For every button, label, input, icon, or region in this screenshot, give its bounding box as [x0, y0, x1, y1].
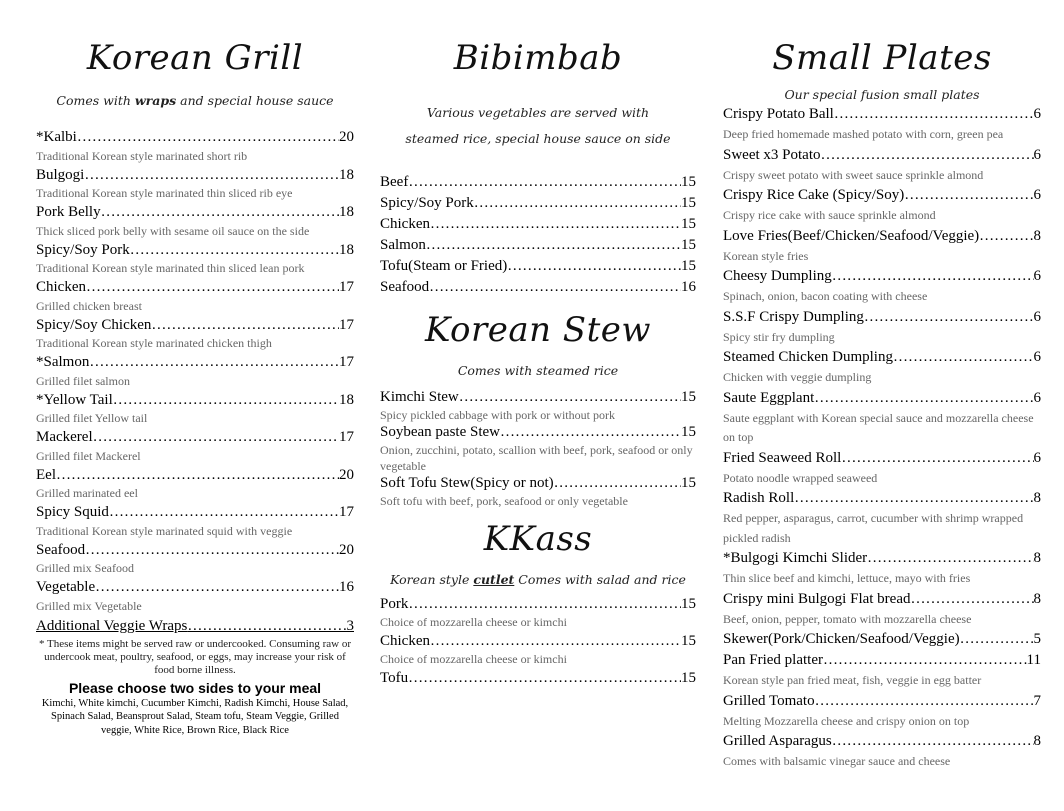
- dot-leader: [408, 595, 681, 613]
- item-name: Pork Belly: [36, 204, 101, 220]
- menu-item: [380, 193, 696, 214]
- item-name: Tofu: [380, 670, 409, 686]
- item-price: 16: [681, 279, 696, 295]
- item-name: Bulgogi: [36, 166, 85, 183]
- item-price: 18: [339, 391, 354, 408]
- item-description: Red pepper, asparagus, carrot, cucumber with shrimp wrapped pickled radish: [723, 511, 1024, 545]
- dot-leader: [507, 256, 681, 277]
- item-price: 17: [339, 316, 354, 333]
- dot-leader: [864, 307, 1034, 328]
- item-price: 18: [339, 241, 354, 258]
- dot-leader: [426, 235, 681, 256]
- item-description: Spinach, onion, bacon coating with cheese: [723, 289, 928, 303]
- item-name: *Bulgogi Kimchi Slider: [723, 550, 868, 566]
- menu-item: [723, 226, 1041, 247]
- menu-item: [723, 388, 1041, 409]
- korean-stew-list: [380, 388, 696, 509]
- dot-leader: [911, 589, 1034, 610]
- item-name: Vegetable: [36, 579, 96, 595]
- dot-leader: [823, 650, 1027, 671]
- dot-leader: [979, 226, 1033, 247]
- bibimbab-subtitle: [380, 100, 696, 152]
- item-name: Radish Roll: [723, 490, 795, 506]
- item-name: Spicy/Soy Pork: [380, 195, 474, 211]
- item-description: Grilled marinated eel: [36, 486, 138, 500]
- menu-item: [36, 241, 354, 260]
- dot-leader: [960, 629, 1034, 650]
- menu-item: [36, 316, 354, 335]
- menu-item: [723, 650, 1041, 671]
- menu-item: [380, 669, 696, 687]
- menu-item: [380, 595, 696, 613]
- item-price: 8: [1033, 550, 1041, 566]
- item-description: Choice of mozzarella cheese or kimchi: [380, 615, 567, 629]
- item-name: Beef: [380, 174, 409, 190]
- menu-item: [380, 235, 696, 256]
- menu-item: [36, 278, 354, 297]
- dot-leader: [187, 617, 346, 635]
- item-description: Crispy sweet potato with sweet sauce sprinkle almond: [723, 167, 984, 182]
- item-price: 18: [339, 166, 354, 183]
- item-name: Crispy mini Bulgogi Flat bread: [723, 590, 911, 607]
- item-price: 15: [681, 237, 696, 253]
- item-description: Chicken with veggie dumpling: [723, 370, 872, 384]
- item-price: 15: [681, 216, 696, 232]
- item-price: 17: [339, 504, 354, 520]
- item-name: Love Fries(Beef/Chicken/Seafood/Veggie): [723, 227, 980, 244]
- item-name: Crispy Rice Cake (Spicy/Soy): [723, 187, 905, 203]
- item-description: Thin slice beef and kimchi, lettuce, mayo with fries: [723, 571, 971, 585]
- dot-leader: [459, 388, 681, 407]
- item-description: Traditional Korean style marinated thin sliced lean pork: [36, 261, 305, 275]
- menu-item: [380, 388, 696, 407]
- item-description: Choice of mozzarella cheese or kimchi: [380, 652, 567, 666]
- dot-leader: [130, 241, 339, 260]
- menu-item: [723, 731, 1041, 752]
- dot-leader: [893, 347, 1034, 368]
- item-price: 20: [339, 541, 354, 558]
- item-price: 6: [1033, 449, 1041, 466]
- kkass-list: [380, 595, 696, 687]
- dot-leader: [86, 278, 339, 297]
- item-name: Chicken: [380, 633, 430, 649]
- item-name: Soybean paste Stew: [380, 424, 500, 440]
- item-price: 15: [681, 424, 696, 440]
- item-price: 7: [1033, 692, 1041, 709]
- subtitle-line: steamed rice, special house sauce on side: [405, 131, 671, 146]
- menu-item: [723, 629, 1041, 650]
- item-name: Mackerel: [36, 429, 93, 445]
- menu-item: [723, 145, 1041, 166]
- item-price: 8: [1033, 227, 1041, 244]
- dot-leader: [815, 691, 1034, 712]
- subtitle-bold: wraps: [134, 93, 177, 108]
- menu-item: [723, 448, 1041, 469]
- item-price: 6: [1033, 106, 1041, 122]
- item-price: 15: [681, 596, 696, 612]
- item-name: Spicy Squid: [36, 504, 109, 520]
- item-name: Grilled Asparagus: [723, 733, 832, 749]
- item-description: Grilled filet Yellow tail: [36, 411, 148, 425]
- item-description: Potato noodle wrapped seaweed: [723, 470, 878, 485]
- menu-item: [380, 474, 696, 493]
- middle-column: [380, 0, 696, 687]
- dot-leader: [794, 488, 1033, 509]
- menu-item: [36, 391, 354, 410]
- item-description: Thick sliced pork belly with sesame oil sauce on the side: [36, 223, 310, 238]
- raw-food-notice: * These items might be served raw or undercooked. Consuming raw or undercook meat, poultry, seafood, or eggs, may increase your risk of food borne illness.: [38, 637, 351, 676]
- bibimbab-title: Bibimbab: [453, 38, 623, 78]
- item-description: Onion, zucchini, potato, scallion with beef, pork, seafood or only vegetable: [380, 443, 693, 473]
- menu-item: [723, 548, 1041, 569]
- item-price: 11: [1026, 652, 1041, 668]
- sides-list: Kimchi, White kimchi, Cucumber Kimchi, Radish Kimchi, House Salad, Spinach Salad, Beansprout Salad, Steam tofu, Steam Veggie, Grilled veggie, White Rice, Brown Rice, Black Rice: [41, 697, 349, 736]
- item-name: Skewer(Pork/Chicken/Seafood/Veggie): [723, 631, 960, 647]
- subtitle-bold: cutlet: [473, 572, 515, 587]
- item-name: Salmon: [380, 237, 426, 253]
- item-price: 15: [681, 258, 696, 274]
- item-name: Chicken: [36, 279, 86, 295]
- menu-item: [723, 488, 1041, 509]
- item-description: Traditional Korean style marinated chicken thigh: [36, 336, 272, 350]
- item-description: Traditional Korean style marinated thin sliced rib eye: [36, 186, 293, 200]
- menu-item: [36, 541, 354, 560]
- item-price: 15: [681, 475, 696, 491]
- menu-item: [36, 428, 354, 447]
- korean-stew-subtitle: Comes with steamed rice: [457, 363, 619, 378]
- dot-leader: [101, 203, 339, 222]
- menu-item: [723, 104, 1041, 125]
- menu-item: [36, 128, 354, 147]
- item-description: Spicy stir fry dumpling: [723, 329, 835, 344]
- menu-item: [723, 691, 1041, 712]
- item-name: Sweet x3 Potato: [723, 146, 821, 163]
- menu-item: [36, 466, 354, 485]
- menu-item: [380, 172, 696, 193]
- dot-leader: [430, 632, 681, 650]
- menu-item: [36, 503, 354, 522]
- item-name: *Yellow Tail: [36, 391, 113, 408]
- item-name: Steamed Chicken Dumpling: [723, 349, 893, 365]
- item-price: 8: [1033, 490, 1041, 506]
- dot-leader: [430, 214, 681, 235]
- dot-leader: [554, 474, 681, 493]
- item-name: Pork: [380, 596, 409, 612]
- dot-leader: [109, 503, 339, 522]
- item-name: Cheesy Dumpling: [723, 268, 832, 284]
- item-price: 6: [1033, 268, 1041, 284]
- item-price: 8: [1033, 590, 1041, 607]
- item-price: 6: [1033, 146, 1041, 163]
- dot-leader: [500, 423, 681, 442]
- item-price: 6: [1033, 389, 1041, 406]
- dot-leader: [85, 541, 339, 560]
- item-description: Grilled filet Mackerel: [36, 448, 141, 463]
- dot-leader: [841, 448, 1033, 469]
- item-price: 20: [339, 466, 354, 483]
- dot-leader: [814, 388, 1033, 409]
- menu-item: [723, 589, 1041, 610]
- korean-grill-title: Korean Grill: [86, 38, 304, 78]
- item-description: Melting Mozzarella cheese and crispy onion on top: [723, 713, 970, 728]
- item-description: Grilled filet salmon: [36, 373, 130, 388]
- item-name: *Kalbi: [36, 129, 77, 145]
- item-description: Grilled mix Vegetable: [36, 598, 142, 613]
- item-description: Grilled mix Seafood: [36, 561, 134, 575]
- dot-leader: [832, 266, 1034, 287]
- kkass-subtitle: [380, 567, 696, 593]
- dot-leader: [56, 466, 339, 485]
- item-price: 15: [681, 195, 696, 211]
- dot-leader: [832, 731, 1034, 752]
- subtitle-line: Various vegetables are served with: [426, 105, 650, 120]
- item-name: Spicy/Soy Chicken: [36, 316, 152, 333]
- item-name: Tofu(Steam or Fried): [380, 258, 508, 274]
- item-description: Beef, onion, pepper, tomato with mozzarella cheese: [723, 611, 972, 626]
- menu-item: [36, 203, 354, 222]
- item-description: Grilled chicken breast: [36, 298, 142, 313]
- item-description: Saute eggplant with Korean special sauce and mozzarella cheese on top: [723, 410, 1034, 444]
- dot-leader: [867, 548, 1033, 569]
- item-price: 8: [1033, 733, 1041, 749]
- subtitle-text: Korean style: [390, 572, 474, 587]
- menu-item: [36, 578, 354, 597]
- menu-item: [723, 185, 1041, 206]
- dot-leader: [429, 277, 681, 298]
- item-price: 17: [339, 279, 354, 295]
- item-price: 3: [346, 617, 354, 634]
- korean-grill-section: [36, 0, 354, 737]
- item-price: 6: [1033, 308, 1041, 325]
- dot-leader: [408, 669, 681, 687]
- subtitle-text: Comes with salad and rice: [514, 572, 686, 587]
- item-name: Kimchi Stew: [380, 389, 459, 405]
- item-description: Traditional Korean style marinated short rib: [36, 148, 248, 163]
- dot-leader: [93, 428, 339, 447]
- item-name: Eel: [36, 466, 56, 483]
- item-description: Korean style fries: [723, 248, 809, 263]
- small-plates-section: [723, 0, 1041, 772]
- small-plates-title: Small Plates: [772, 38, 992, 78]
- item-description: Spicy pickled cabbage with pork or without pork: [380, 408, 615, 422]
- menu-item: [36, 166, 354, 185]
- menu-item: [380, 256, 696, 277]
- menu-item: [723, 347, 1041, 368]
- menu-item: [380, 632, 696, 650]
- item-name: S.S.F Crispy Dumpling: [723, 308, 864, 325]
- item-price: 6: [1033, 187, 1041, 203]
- item-price: 6: [1033, 349, 1041, 365]
- item-price: 16: [339, 579, 354, 595]
- item-description: Soft tofu with beef, pork, seafood or only vegetable: [380, 494, 628, 508]
- dot-leader: [834, 104, 1034, 125]
- item-name: Spicy/Soy Pork: [36, 241, 130, 258]
- subtitle-text: and special house sauce: [176, 93, 334, 108]
- item-name: Seafood: [380, 279, 430, 295]
- item-description: Deep fried homemade mashed potato with corn, green pea: [723, 127, 1004, 141]
- korean-grill-list: [36, 128, 354, 616]
- item-name: Seafood: [36, 541, 86, 558]
- dot-leader: [821, 145, 1034, 166]
- item-name: Soft Tofu Stew(Spicy or not): [380, 475, 554, 491]
- menu-item: [36, 353, 354, 372]
- menu-item-additional-veggie-wraps: [36, 617, 354, 635]
- subtitle-text: Comes with: [56, 93, 135, 108]
- item-description: Comes with balsamic vinegar sauce and cheese: [723, 754, 951, 768]
- kkass-title: KKass: [483, 519, 593, 559]
- dot-leader: [95, 578, 339, 597]
- menu-item: [380, 277, 696, 298]
- item-name: Fried Seaweed Roll: [723, 449, 842, 466]
- item-name: Crispy Potato Ball: [723, 106, 834, 122]
- dot-leader: [151, 316, 339, 335]
- menu-item: [723, 307, 1041, 328]
- dot-leader: [113, 391, 339, 410]
- small-plates-subtitle: Our special fusion small plates: [784, 87, 980, 102]
- item-price: 15: [681, 633, 696, 649]
- item-price: 17: [339, 429, 354, 445]
- item-price: 17: [339, 354, 354, 370]
- item-price: 15: [681, 389, 696, 405]
- dot-leader: [474, 193, 681, 214]
- item-name: Chicken: [380, 216, 430, 232]
- dot-leader: [904, 185, 1033, 206]
- item-name: *Salmon: [36, 354, 90, 370]
- item-name: Pan Fried platter: [723, 652, 823, 668]
- dot-leader: [77, 128, 339, 147]
- item-description: Korean style pan fried meat, fish, veggie in egg batter: [723, 673, 982, 687]
- item-price: 15: [681, 174, 696, 190]
- item-name: Grilled Tomato: [723, 692, 815, 709]
- menu-item: [723, 266, 1041, 287]
- item-name: Additional Veggie Wraps: [36, 617, 188, 634]
- item-price: 15: [681, 670, 696, 686]
- item-description: Traditional Korean style marinated squid with veggie: [36, 523, 293, 538]
- sides-heading: Please choose two sides to your meal: [68, 679, 322, 696]
- menu-item: [380, 214, 696, 235]
- bibimbab-list: [380, 172, 696, 298]
- korean-grill-subtitle: [36, 92, 354, 110]
- dot-leader: [89, 353, 339, 372]
- small-plates-list: [723, 104, 1041, 772]
- dot-leader: [84, 166, 339, 185]
- item-description: Crispy rice cake with sauce sprinkle almond: [723, 208, 936, 222]
- item-name: Saute Eggplant: [723, 389, 815, 406]
- dot-leader: [408, 172, 681, 193]
- item-price: 5: [1033, 631, 1041, 647]
- item-price: 18: [339, 204, 354, 220]
- item-price: 20: [339, 129, 354, 145]
- menu-item: [380, 423, 696, 442]
- korean-stew-title: Korean Stew: [425, 310, 651, 350]
